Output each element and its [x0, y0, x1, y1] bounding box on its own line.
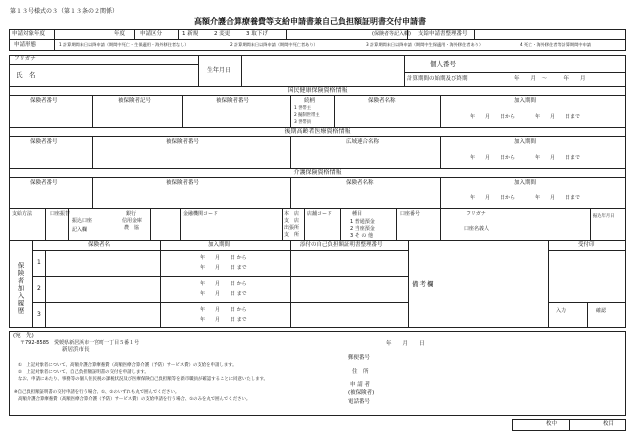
- name-label: 氏 名: [16, 71, 36, 79]
- sign-date[interactable]: 年 月 日: [386, 341, 425, 347]
- shikyu-method-label: 支給方法: [12, 211, 33, 217]
- sheet-index-label: 枚目: [603, 421, 615, 427]
- keitai-label: 申請形態: [14, 42, 37, 48]
- koki-h-rengo: 広域連合名称: [346, 139, 380, 145]
- koza-furikae[interactable]: 口座振替: [50, 211, 71, 217]
- office-note: (保険者等記入欄): [372, 31, 411, 37]
- kokuho-h-kikan: 加入期間: [514, 98, 537, 104]
- form-title: 高額介護合算療養費等支給申請書兼自己負担額証明書交付申請書: [194, 17, 426, 26]
- kokuho-h-bango: 被保険者番号: [216, 98, 250, 104]
- history-row-3-no: 3: [37, 311, 41, 318]
- branch-shiten[interactable]: 支 店: [284, 218, 300, 224]
- keitai-option-1[interactable]: 1 計算期間末日以降申請（期間中死亡・生保適用・海外移住者なし）: [59, 42, 189, 47]
- koki-h-hokensha-no: 保険者番号: [30, 139, 58, 145]
- nyuryoku-label: 入力: [556, 308, 567, 314]
- shubetsu-futsu[interactable]: 1 普通預金: [350, 219, 375, 225]
- birthdate-label: 生年月日: [207, 67, 232, 74]
- tenpo-code-label: 店舗コード: [307, 211, 333, 217]
- kakunin-label: 確認: [596, 308, 607, 314]
- branch-shucho[interactable]: 出張所: [284, 225, 300, 231]
- kaigo-h-meisho: 保険者名称: [346, 180, 374, 186]
- furigana-label: フリガナ: [14, 56, 36, 62]
- shubetsu-sonota[interactable]: 3 そ の 他: [350, 233, 373, 239]
- kaigo-period-value[interactable]: 年 月 日から 年 月 日まで: [470, 195, 581, 201]
- kaigo-h-kikan: 加入期間: [514, 180, 537, 186]
- history-h-name: 保険者名: [88, 242, 111, 248]
- bank-shinyo[interactable]: 信用金庫: [122, 218, 143, 224]
- kaigo-title: 介護保険資格情報: [293, 169, 342, 176]
- zokugara-option-3[interactable]: 3 世帯員: [294, 120, 311, 125]
- keitai-option-3[interactable]: 3 計算期間末日以降申請（期間中生保適用・海外移住者あり）: [366, 42, 484, 47]
- zokugara-option-1[interactable]: 1 世帯主: [294, 106, 311, 111]
- branch-honten[interactable]: 本 店: [284, 211, 300, 217]
- koki-h-kikan: 加入期間: [514, 139, 537, 145]
- history-row-2-to[interactable]: 年 月 日 まで: [200, 291, 247, 297]
- ate-mayor: 新居浜市長: [62, 347, 90, 353]
- history-row-2-from[interactable]: 年 月 日 から: [200, 281, 247, 287]
- history-h-seiri: 添付の自己負担額証明書整理番号: [300, 242, 383, 248]
- kubun-change[interactable]: 2 変更: [214, 31, 231, 37]
- shikyu-number-label: 支給申請書整理番号: [418, 31, 468, 37]
- shubetsu-label: 種目: [352, 211, 363, 217]
- denwa-label: 電話番号: [348, 399, 371, 405]
- kokuho-period-value[interactable]: 年 月 日から 年 月 日まで: [470, 114, 581, 120]
- keitai-option-4[interactable]: 4 死亡・海外移住者等計算期間中申請: [520, 42, 591, 47]
- branch-shisho[interactable]: 支 所: [284, 232, 300, 238]
- statement-3: なお、申請にあたり、事務等の個人住民税の課税状況及び医療保険自己負担額等を新市職員が確認することに同意いたします。: [18, 377, 268, 382]
- history-row-1-from[interactable]: 年 月 日 から: [200, 255, 247, 261]
- uketsuke-label: 受付印: [578, 242, 595, 248]
- kubun-label: 申請区分: [140, 31, 163, 37]
- statement-2: ② 上記対象者について、自己負担額証明書の交付を申請します。: [18, 370, 149, 375]
- kokuho-h-zokugara: 続柄: [304, 98, 316, 104]
- koki-title: 後期高齢者医療資格情報: [284, 128, 351, 135]
- note-2: 高額介護合算療養費（高額医療合算介護（予防）サービス費）の支給申請を行う場合、①のみを丸で囲んでください。: [18, 397, 251, 402]
- ate-label: (宛 先): [13, 333, 34, 339]
- history-row-3-from[interactable]: 年 月 日 から: [200, 307, 247, 313]
- shubetsu-toza[interactable]: 2 当座預金: [350, 226, 375, 232]
- koki-period-value[interactable]: 年 月 日から 年 月 日まで: [470, 155, 581, 161]
- form-number: 第１３号様式の３（第１３条の２関係）: [10, 8, 119, 15]
- meigi-furigana-label: フリガナ: [466, 211, 486, 217]
- kinyu-ran: 記入欄: [72, 227, 88, 233]
- history-row-3-to[interactable]: 年 月 日 まで: [200, 317, 247, 323]
- bikou-label: 備考欄: [412, 280, 435, 288]
- statement-1: ① 上記対象者について、高額介護合算療養費（高額医療合算介護（予防）サービス費）の支給を申請します。: [18, 363, 237, 368]
- yubin-label: 郵便番号: [348, 355, 371, 361]
- kokuho-h-hokensha-no: 保険者番号: [30, 98, 58, 104]
- kinyu-code-label: 金融機関コード: [183, 211, 219, 217]
- bank-nokyo[interactable]: 農 協: [124, 225, 140, 231]
- kaigo-h-bango: 被保険者番号: [166, 180, 200, 186]
- kojin-number-label: 個人番号: [430, 60, 456, 68]
- period-label: 計算期間の始期及び終期: [407, 76, 468, 82]
- kubun-new[interactable]: 1 新規: [182, 31, 199, 37]
- jusho-label: 住 所: [352, 369, 369, 375]
- year-label: 申請対象年度: [12, 31, 46, 37]
- keitai-option-2[interactable]: 2 計算期間末日以降申請（期間中死亡者あり）: [230, 42, 318, 47]
- kubun-withdraw[interactable]: 3 取下げ: [246, 31, 268, 37]
- kokuho-title: 国民健康保険資格情報: [287, 87, 348, 94]
- history-row-1-no: 1: [37, 259, 41, 266]
- bank-ginko[interactable]: 銀行: [126, 211, 137, 217]
- history-row-2-no: 2: [37, 285, 41, 292]
- history-h-period: 加入期間: [208, 242, 231, 248]
- year-unit: 年度: [114, 31, 126, 37]
- note-1: ※自己負担額証明書の交付申請を行う場合、①、②のいずれも丸で囲んでください。: [14, 390, 180, 395]
- koza-number-label: 口座番号: [400, 211, 421, 217]
- kaigo-h-hokensha-no: 保険者番号: [30, 180, 58, 186]
- meigi-label: 口座名義人: [464, 226, 490, 232]
- sheet-total-label: 枚中: [546, 421, 558, 427]
- history-side-label: 保険者加入履歴: [16, 262, 25, 315]
- history-row-1-to[interactable]: 年 月 日 まで: [200, 265, 247, 271]
- kokuho-h-kigo: 被保険者記号: [118, 98, 152, 104]
- shinseisha-label: 申 請 者: [350, 382, 370, 388]
- period-value[interactable]: 年 月 ～ 年 月: [514, 76, 586, 82]
- ate-address: 〒792-8585 愛媛県新居浜市一宮町一丁目５番１号: [20, 340, 140, 346]
- furikomi-koza: 振込口座: [72, 218, 93, 224]
- zokugara-option-2[interactable]: 2 擬制世帯主: [294, 113, 320, 118]
- koki-h-bango: 被保険者番号: [166, 139, 200, 145]
- hihokensha-label: (被保険者): [348, 390, 375, 396]
- furikomi-date-label: 振込年月日: [593, 214, 615, 219]
- kokuho-h-meisho: 保険者名称: [368, 98, 396, 104]
